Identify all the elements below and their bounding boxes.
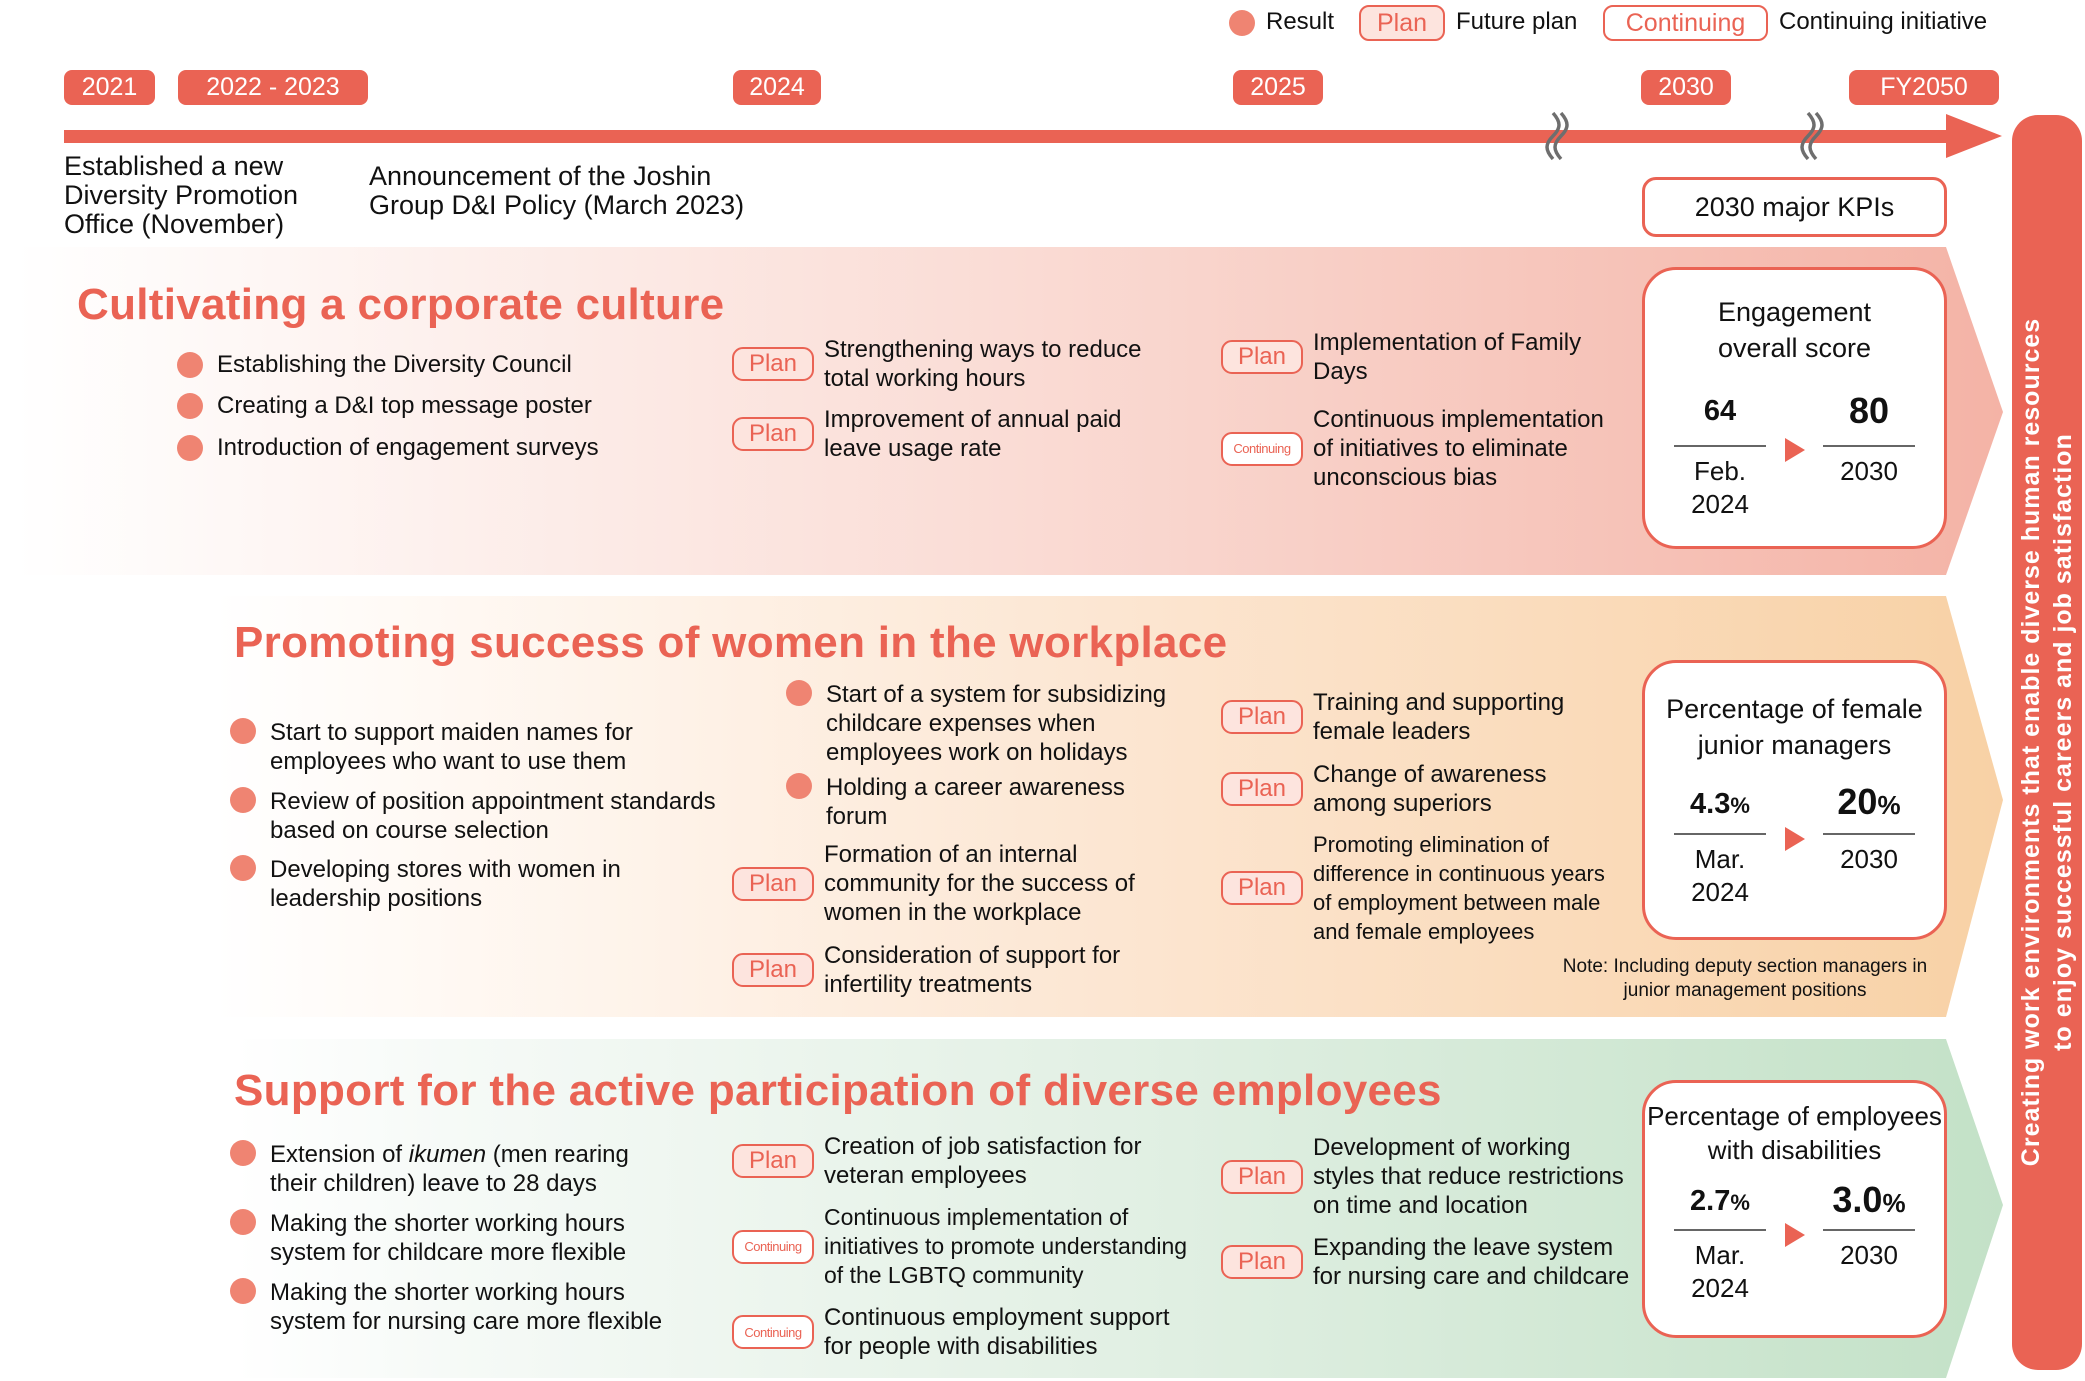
result-item: Making the shorter working hours system for childcare more flexible xyxy=(230,1209,626,1267)
result-item: Creating a D&I top message poster xyxy=(177,391,592,420)
section-title-diverse-employees: Support for the active participation of diverse employees xyxy=(234,1066,1442,1115)
kpi-target-value: 20% xyxy=(1837,781,1901,822)
result-item: Extension of ikumen (men rearing their children) leave to 28 days xyxy=(230,1140,629,1198)
result-item: Review of position appointment standards based on course selection xyxy=(230,787,716,845)
section-title-corporate-culture: Cultivating a corporate culture xyxy=(77,280,725,329)
plan-item: Plan Improvement of annual paid leave usage rate xyxy=(732,405,1122,463)
continuing-item: Continuing Continuous implementation of initiatives to eliminate unconscious bias xyxy=(1221,405,1604,492)
legend-result-label: Result xyxy=(1266,8,1335,35)
year-2030: 2030 xyxy=(1641,70,1731,105)
result-item: Start to support maiden names for employees who want to use them xyxy=(230,718,633,776)
year-2025: 2025 xyxy=(1233,70,1323,105)
plan-item: Plan Promoting elimination of difference in continuous years of employment between male and female employees xyxy=(1221,830,1605,946)
milestone-2021: Established a new Diversity Promotion Office (November) xyxy=(64,151,299,239)
arrow-right-icon xyxy=(1785,438,1805,462)
result-dot-icon xyxy=(230,718,256,744)
goal-bar xyxy=(2012,115,2082,1370)
plan-badge: Plan xyxy=(1221,340,1303,374)
result-dot-icon xyxy=(230,1209,256,1235)
result-dot-icon xyxy=(786,773,812,799)
kpi-card-engagement: Engagement overall score 64 Feb. 2024 80 2030 xyxy=(1642,267,1947,549)
kpi-target-value: 80 xyxy=(1848,390,1890,431)
result-item: Developing stores with women in leadership positions xyxy=(230,855,621,913)
plan-item: Plan Formation of an internal community for the success of women in the workplace xyxy=(732,840,1135,927)
plan-badge: Plan xyxy=(732,1144,814,1178)
continuing-item: Continuing Continuous implementation of initiatives to promote understanding of the LGBTQ community xyxy=(732,1203,1187,1290)
kpi-target-value: 3.0% xyxy=(1832,1179,1906,1220)
kpi-current-value: 64 xyxy=(1703,395,1737,427)
arrow-right-icon xyxy=(1785,827,1805,851)
goal-statement: Creating work environments that enable diverse human resources to enjoy successful careers and job satisfaction xyxy=(2017,317,2077,1167)
kpi-current-value: 2.7% xyxy=(1690,1185,1750,1217)
year-2024: 2024 xyxy=(733,70,821,105)
result-item: Making the shorter working hours system for nursing care more flexible xyxy=(230,1278,662,1336)
plan-item: Plan Change of awareness among superiors xyxy=(1221,760,1546,818)
result-item: Start of a system for subsidizing childcare expenses when employees work on holidays xyxy=(786,680,1166,767)
result-dot-icon xyxy=(230,1278,256,1304)
result-dot-icon xyxy=(230,787,256,813)
result-dot-icon xyxy=(177,435,203,461)
plan-badge: Plan xyxy=(1221,1245,1303,1279)
result-dot-icon xyxy=(230,855,256,881)
kpi-header: 2030 major KPIs xyxy=(1642,177,1947,237)
plan-item: Plan Training and supporting female leaders xyxy=(1221,688,1564,746)
plan-badge: Plan xyxy=(732,347,814,381)
result-dot-icon xyxy=(177,352,203,378)
continuing-badge: Continuing xyxy=(1221,432,1303,466)
plan-item: Plan Development of working styles that reduce restrictions on time and location xyxy=(1221,1133,1624,1220)
plan-badge: Plan xyxy=(1221,772,1303,806)
plan-badge: Plan xyxy=(732,417,814,451)
legend-continuing-badge: Continuing xyxy=(1603,5,1768,41)
year-fy2050: FY2050 xyxy=(1849,70,1999,105)
plan-item: Plan Strengthening ways to reduce total working hours xyxy=(732,335,1142,393)
result-dot-icon xyxy=(786,680,812,706)
result-dot-icon xyxy=(177,393,203,419)
plan-badge: Plan xyxy=(1221,1160,1303,1194)
continuing-badge: Continuing xyxy=(732,1315,814,1349)
legend-continuing-label: Continuing initiative xyxy=(1779,8,1988,35)
continuing-badge: Continuing xyxy=(732,1230,814,1264)
plan-item: Plan Expanding the leave system for nursing care and childcare xyxy=(1221,1233,1629,1291)
kpi-current-value: 4.3% xyxy=(1690,788,1750,820)
kpi-card-female-managers: Percentage of female junior managers 4.3% Mar. 2024 20% 2030 xyxy=(1642,660,1947,940)
milestone-2022-2023: Announcement of the Joshin Group D&I Policy (March 2023) xyxy=(369,161,745,220)
result-item: Holding a career awareness forum xyxy=(786,773,1125,831)
result-dot-icon xyxy=(230,1140,256,1166)
kpi-card-disabilities: Percentage of employees with disabilities 2.7% Mar. 2024 3.0% 2030 xyxy=(1642,1080,1947,1338)
arrow-right-icon xyxy=(1785,1223,1805,1247)
legend-plan-badge: Plan xyxy=(1359,5,1445,41)
continuing-item: Continuing Continuous employment support for people with disabilities xyxy=(732,1303,1170,1361)
legend-plan-label: Future plan xyxy=(1456,8,1578,35)
plan-item: Plan Implementation of Family Days xyxy=(1221,328,1581,386)
plan-badge: Plan xyxy=(732,867,814,901)
plan-badge: Plan xyxy=(1221,871,1303,905)
plan-badge: Plan xyxy=(1221,700,1303,734)
section-title-women-success: Promoting success of women in the workplace xyxy=(234,618,1228,667)
result-item: Introduction of engagement surveys xyxy=(177,433,599,462)
result-item: Establishing the Diversity Council xyxy=(177,350,572,379)
year-2021: 2021 xyxy=(64,70,155,105)
year-2022-2023: 2022 - 2023 xyxy=(178,70,368,105)
plan-item: Plan Consideration of support for infertility treatments xyxy=(732,941,1120,999)
plan-badge: Plan xyxy=(732,953,814,987)
plan-item: Plan Creation of job satisfaction for veteran employees xyxy=(732,1132,1142,1190)
kpi-note: Note: Including deputy section managers in junior management positions xyxy=(1562,956,1928,1001)
